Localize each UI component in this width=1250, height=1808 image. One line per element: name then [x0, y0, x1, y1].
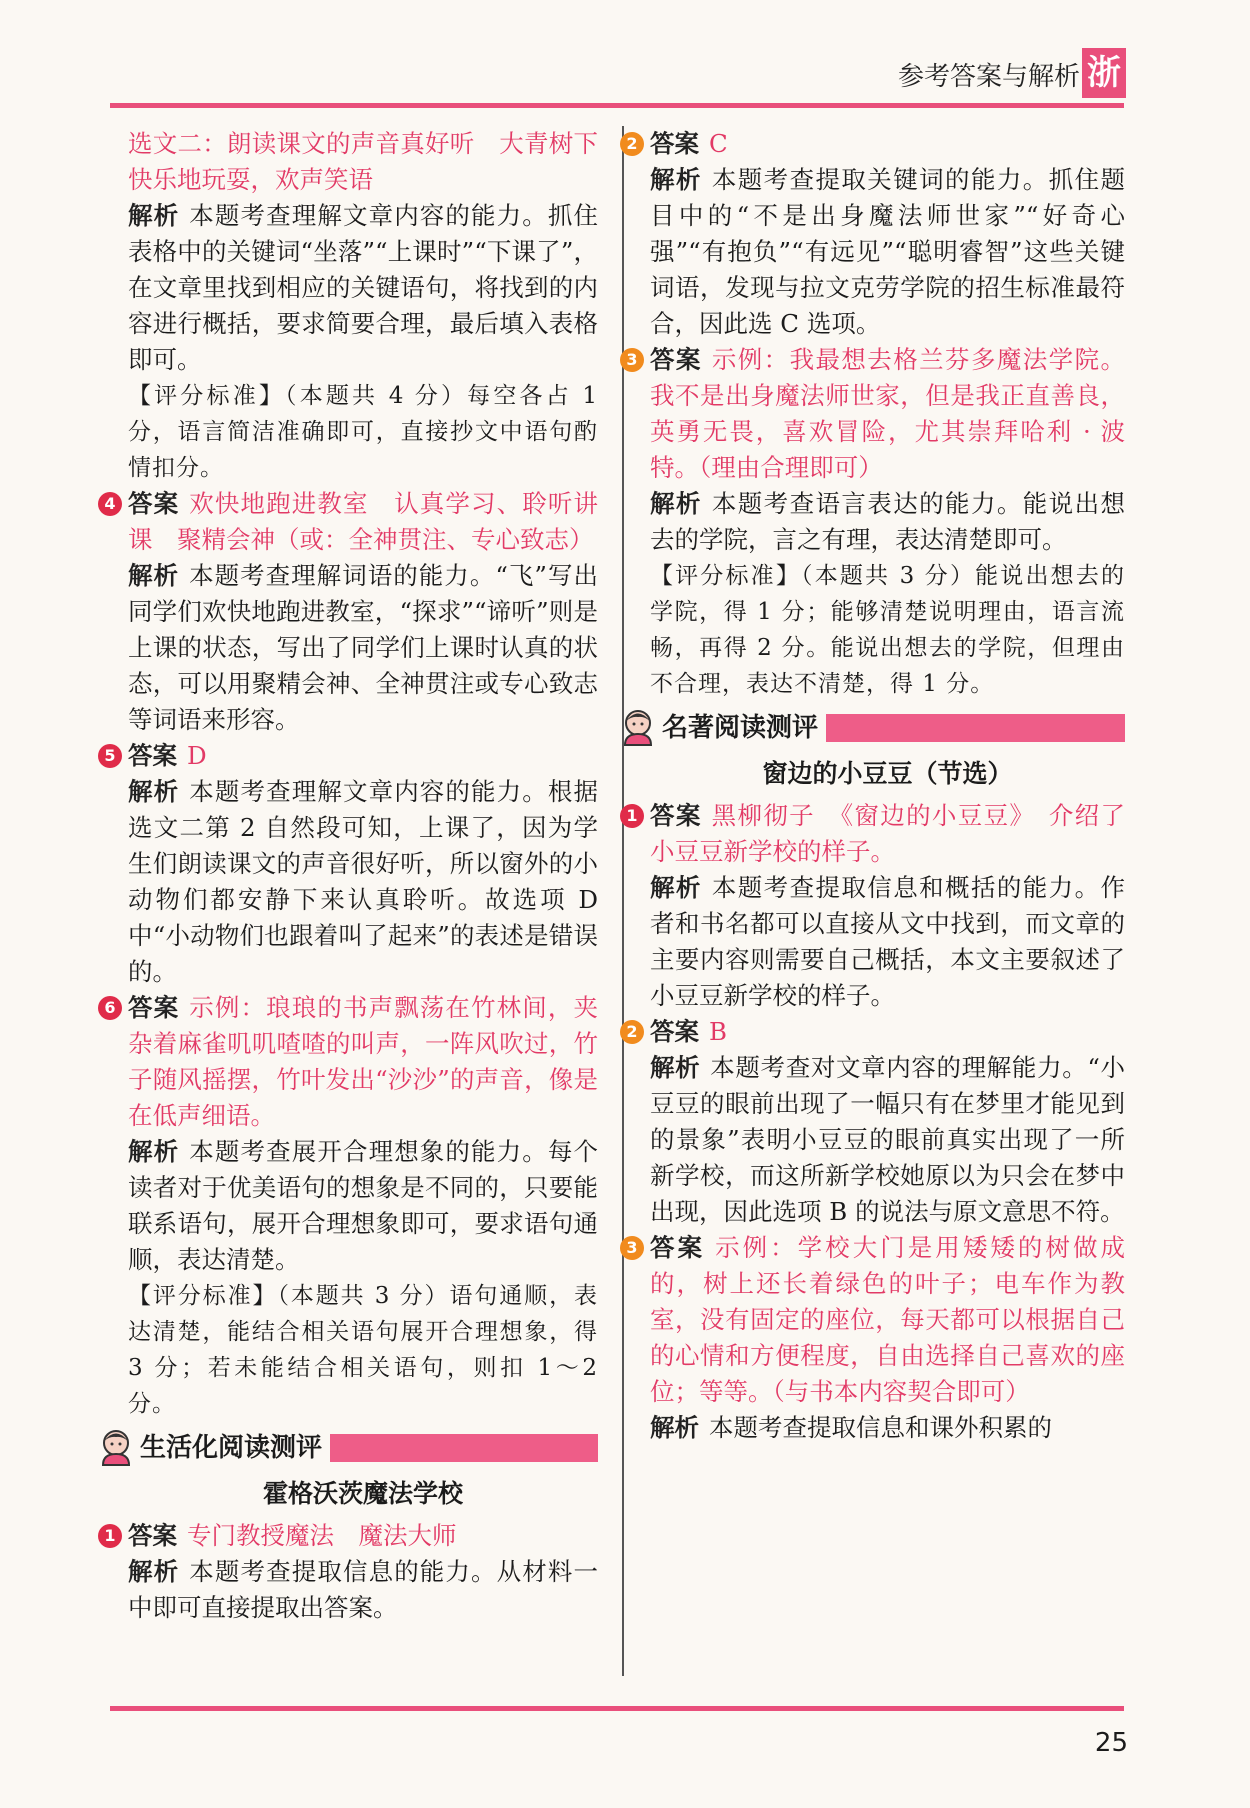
question-number-badge: 2 [620, 132, 644, 156]
q3-standard: 【评分标准】（本题共 3 分）能说出想去的学院，得 1 分；能够清楚说明理由，语言流畅，再得 2 分。能说出想去的学院，但理由不合理，表达不清楚，得 1 分。 [650, 563, 1125, 697]
question-number-badge: 5 [98, 744, 122, 768]
passage-title: 霍格沃茨魔法学校 [262, 1479, 463, 1508]
analysis-label: 解析 [650, 489, 702, 518]
answer-label: 答案 [128, 741, 177, 770]
answer-label: 答案 [128, 993, 180, 1022]
answer-label: 答案 [650, 1233, 706, 1262]
question-number-badge: 2 [620, 1020, 644, 1044]
footer-rule [110, 1706, 1124, 1711]
right-column [626, 126, 1126, 1446]
q2-analysis: 解析 本题考查提取关键词的能力。抓住题目中的“不是出身魔法师世家”“好奇心强”“有抱负”“有远见”“聪明睿智”这些关键词语，发现与拉文克劳学院的招生标准最符合，因此选 C 选项。 [650, 165, 1126, 338]
section-header-life-reading [98, 1428, 598, 1468]
intro-analysis: 解析 本题考查理解文章内容的能力。抓住表格中的关键词“坐落”“上课时”“下课了”，在文章里找到相应的关键语句，将找到的内容进行概括，要求简要合理，最后填入表格即可。 [128, 201, 599, 374]
m1-analysis: 解析 本题考查提取信息和概括的能力。作者和书名都可以直接从文中找到，而文章的主要内容则需要自己概括，本文主要叙述了小豆豆新学校的样子。 [650, 873, 1126, 1010]
m2-analysis: 解析 本题考查对文章内容的理解能力。“小豆豆的眼前出现了一幅只有在梦里才能见到的景象”表明小豆豆的眼前真实出现了一所新学校，而这所新学校她原以为只会在梦中出现，因此选项 B 的说法与原文意思不符。 [650, 1053, 1125, 1226]
s1-answer: 1 答案 专门教授魔法 魔法大师 [128, 1518, 598, 1554]
intro-answer: 选文二：朗读课文的声音真好听 大青树下快乐地玩耍，欢声笑语 [128, 129, 598, 194]
answer-label: 答案 [128, 1521, 177, 1550]
student-avatar-icon [620, 708, 656, 746]
section-title: 生活化阅读测评 [140, 1428, 330, 1468]
header-rule [110, 103, 1124, 108]
q6-answer: 6 答案 示例：琅琅的书声飘荡在竹林间，夹杂着麻雀叽叽喳喳的叫声，一阵风吹过，竹子随风摇摆，竹叶发出“沙沙”的声音，像是在低声细语。 [128, 990, 598, 1134]
q3-answer: 3 答案 示例：我最想去格兰芬多魔法学院。我不是出身魔法师世家，但是我正直善良，英勇无畏，喜欢冒险，尤其崇拜哈利 · 波特。（理由合理即可） [650, 342, 1125, 486]
m3-analysis: 解析 本题考查提取信息和课外积累的 [650, 1413, 1052, 1442]
page-number: 25 [1094, 1728, 1128, 1758]
section-bar [800, 714, 1125, 742]
question-number-badge: 4 [98, 492, 122, 516]
answer-label: 答案 [650, 801, 702, 830]
q4-answer: 4 答案 欢快地跑进教室 认真学习、聆听讲课 聚精会神（或：全神贯注、专心致志） [128, 486, 598, 558]
analysis-label: 解析 [650, 1053, 701, 1082]
s1-analysis: 解析 本题考查提取信息的能力。从材料一中即可直接提取出答案。 [128, 1557, 599, 1622]
question-number-badge: 3 [620, 348, 644, 372]
province-badge: 浙 [1082, 48, 1126, 98]
analysis-label: 解析 [128, 201, 180, 230]
analysis-label: 解析 [128, 1557, 180, 1586]
question-number-badge: 1 [98, 1524, 122, 1548]
analysis-label: 解析 [128, 561, 180, 590]
question-number-badge: 3 [620, 1236, 644, 1260]
m1-answer: 1 答案 黑柳彻子 《窗边的小豆豆》 介绍了小豆豆新学校的样子。 [650, 798, 1125, 870]
section-title: 名著阅读测评 [662, 708, 826, 748]
q2-answer: 2 答案 C [650, 126, 1125, 162]
analysis-label: 解析 [650, 1413, 699, 1442]
left-column [104, 126, 599, 1626]
analysis-label: 解析 [650, 873, 702, 902]
answer-label: 答案 [650, 129, 699, 158]
question-number-badge: 1 [620, 804, 644, 828]
answer-label: 答案 [128, 489, 180, 518]
analysis-label: 解析 [128, 777, 180, 806]
q5-answer: 5 答案 D [128, 738, 598, 774]
passage-title: 窗边的小豆豆（节选） [762, 759, 1013, 788]
answer-label: 答案 [650, 1017, 699, 1046]
analysis-label: 解析 [650, 165, 702, 194]
analysis-label: 解析 [128, 1137, 180, 1166]
q5-analysis: 解析 本题考查理解文章内容的能力。根据选文二第 2 自然段可知，上课了，因为学生们朗读课文的声音很好听，所以窗外的小动物们都安静下来认真聆听。故选项 D 中“小动物们也跟着叫了起来”的表述是错误的。 [128, 777, 599, 986]
intro-standard: 【评分标准】（本题共 4 分）每空各占 1 分，语言简洁准确即可，直接抄文中语句酌情扣分。 [128, 383, 598, 481]
section-bar [308, 1434, 598, 1462]
q6-standard: 【评分标准】（本题共 3 分）语句通顺，表达清楚，能结合相关语句展开合理想象，得 3 分；若未能结合相关语句，则扣 1～2 分。 [128, 1283, 598, 1417]
q4-analysis: 解析 本题考查理解词语的能力。“飞”写出同学们欢快地跑进教室，“探求”“谛听”则是上课的状态，写出了同学们上课时认真的状态，可以用聚精会神、全神贯注或专心致志等词语来形容。 [128, 561, 599, 734]
question-number-badge: 6 [98, 996, 122, 1020]
q6-analysis: 解析 本题考查展开合理想象的能力。每个读者对于优美语句的想象是不同的，只要能联系语句，展开合理想象即可，要求语句通顺，表达清楚。 [128, 1137, 599, 1274]
header-title: 参考答案与解析 [897, 62, 1080, 92]
m2-answer: 2 答案 B [650, 1014, 1125, 1050]
student-avatar-icon [98, 1428, 134, 1466]
answer-label: 答案 [650, 345, 702, 374]
m3-answer: 3 答案 示例：学校大门是用矮矮的树做成的，树上还长着绿色的叶子；电车作为教室，没有固定的座位，每天都可以根据自己的心情和方便程度，自由选择自己喜欢的座位；等等。（与书本内容契合即可） [650, 1230, 1125, 1410]
section-header-classic-reading [620, 708, 1125, 748]
q3-analysis: 解析 本题考查语言表达的能力。能说出想去的学院，言之有理，表达清楚即可。 [650, 489, 1126, 554]
